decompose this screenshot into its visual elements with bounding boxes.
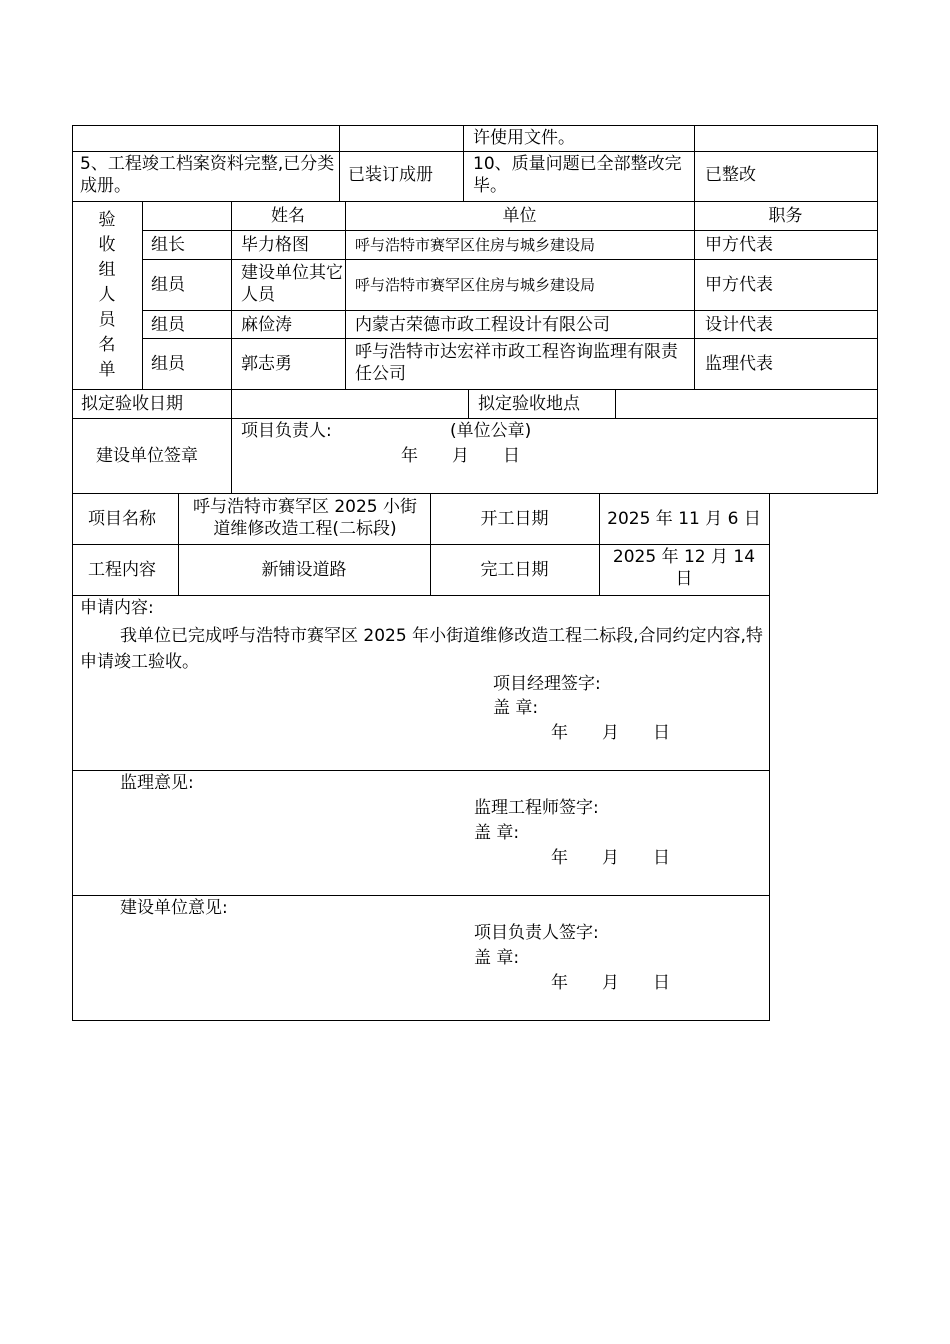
project-name-label: 项目名称: [88, 509, 156, 529]
start-date: 2025 年 11 月 6 日: [607, 509, 761, 529]
owner-sign-label: 项目负责人签字:: [474, 923, 599, 943]
rule: [142, 338, 878, 339]
member-unit: 呼与浩特市达宏祥市政工程咨询监理有限责任公司: [355, 342, 678, 384]
project-name: 呼与浩特市赛罕区 2025 小街道维修改造工程(二标段): [192, 497, 418, 539]
header-unit: 单位: [502, 206, 537, 226]
rule: [142, 201, 143, 390]
application-title: 申请内容:: [80, 598, 154, 618]
rule: [142, 310, 878, 311]
member-role: 组员: [151, 354, 185, 374]
quality-item: 10、质量问题已全部整改完毕。: [473, 154, 682, 196]
acceptance-place-label: 拟定验收地点: [478, 394, 580, 414]
project-content: 新铺设道路: [261, 560, 347, 580]
rule: [345, 201, 346, 390]
rule: [72, 125, 878, 126]
rule: [72, 493, 878, 494]
header-position: 职务: [768, 206, 803, 226]
application-body: 我单位已完成呼与浩特市赛罕区 2025 年小街道维修改造工程二标段,合同约定内容,特申请竣工验收。: [80, 626, 763, 672]
rule: [72, 418, 878, 419]
rule: [72, 895, 770, 896]
rule: [231, 389, 232, 494]
member-position: 设计代表: [705, 315, 773, 335]
rule: [339, 125, 340, 202]
finish-date: 2025 年 12 月 14 日: [612, 547, 756, 589]
member-name: 郭志勇: [241, 354, 292, 374]
member-position: 监理代表: [705, 354, 773, 374]
project-manager-label: 项目负责人:: [241, 421, 332, 441]
member-position: 甲方代表: [705, 275, 773, 295]
member-role: 组员: [151, 315, 185, 335]
supervisor-sign-label: 监理工程师签字:: [474, 798, 599, 818]
rule: [72, 125, 73, 494]
rule: [231, 201, 232, 390]
rule: [463, 125, 464, 202]
rule: [615, 389, 616, 419]
member-unit: 内蒙古荣德市政工程设计有限公司: [355, 315, 610, 335]
rule: [694, 125, 695, 202]
pm-seal-label: 盖 章:: [493, 698, 539, 718]
unit-seal-label: (单位公章): [450, 421, 532, 441]
rule: [769, 493, 770, 1021]
owner-seal-label: 盖 章:: [474, 948, 520, 968]
content-label: 工程内容: [88, 560, 156, 580]
rule: [142, 230, 878, 231]
finish-date-label: 完工日期: [480, 560, 549, 580]
member-name: 麻俭涛: [241, 315, 292, 335]
supervisor-seal-label: 盖 章:: [474, 823, 520, 843]
member-name: 建设单位其它人员: [241, 263, 343, 305]
owner-seal-label: 建设单位签章: [96, 446, 198, 466]
rule: [72, 770, 770, 771]
owner-opinion-title: 建设单位意见:: [120, 898, 228, 918]
rule: [72, 1020, 770, 1021]
rule: [72, 493, 73, 1021]
rule: [877, 125, 878, 494]
row0-cell: 许使用文件。: [473, 128, 575, 148]
member-unit: 呼与浩特市赛罕区住房与城乡建设局: [355, 236, 596, 254]
pm-sign-label: 项目经理签字:: [493, 674, 601, 694]
rule: [72, 544, 770, 545]
archive-item: 5、工程竣工档案资料完整,已分类成册。: [80, 154, 335, 196]
rule: [72, 389, 878, 390]
supervision-title: 监理意见:: [120, 773, 194, 793]
rule: [142, 259, 878, 260]
member-position: 甲方代表: [705, 235, 773, 255]
member-role: 组员: [151, 275, 185, 295]
pm-date: 年 月 日: [551, 723, 670, 743]
committee-side-label: 验收组人员名单: [98, 210, 116, 380]
rule: [72, 595, 770, 596]
quality-status: 已整改: [705, 165, 756, 185]
acceptance-date-label: 拟定验收日期: [81, 394, 183, 414]
rule: [72, 201, 878, 202]
rule: [468, 389, 469, 419]
rule: [72, 151, 878, 152]
start-date-label: 开工日期: [480, 509, 549, 529]
supervisor-date: 年 月 日: [551, 848, 670, 868]
archive-status: 已装订成册: [348, 165, 433, 185]
member-name: 毕力格图: [241, 235, 309, 255]
rule: [694, 201, 695, 390]
sign-date: 年 月 日: [401, 446, 520, 466]
header-name: 姓名: [271, 206, 305, 226]
owner-date: 年 月 日: [551, 973, 670, 993]
member-unit: 呼与浩特市赛罕区住房与城乡建设局: [355, 276, 596, 294]
member-role: 组长: [151, 235, 185, 255]
